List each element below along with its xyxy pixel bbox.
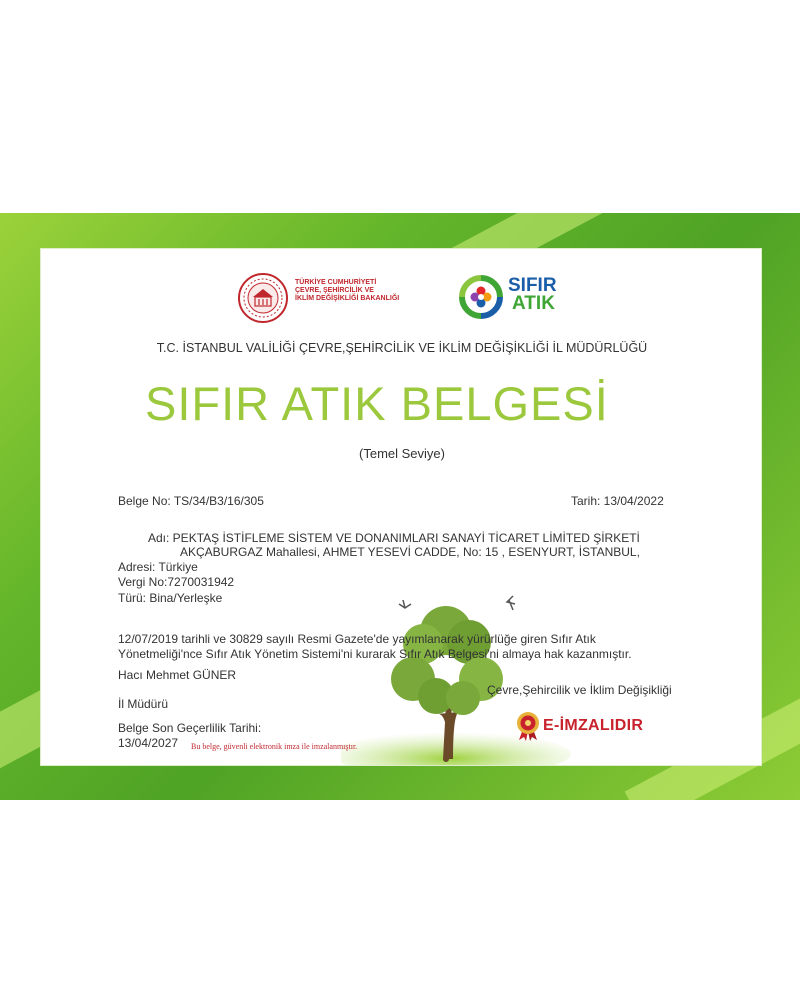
- esign-note: Bu belge, güvenli elektronik imza ile imzalanmıştır.: [191, 742, 358, 751]
- ministry-line: ÇEVRE, ŞEHİRCİLİK VE: [295, 287, 374, 294]
- signer-name: Hacı Mehmet GÜNER: [118, 668, 237, 682]
- ministry-seal-icon: [237, 272, 289, 324]
- tax-number: Vergi No:7270031942: [118, 575, 235, 589]
- signer-title: İl Müdürü: [118, 697, 169, 711]
- certificate-background: [0, 213, 800, 800]
- legal-statement-line2: Yönetmeliği'nce Sıfır Atık Yönetim Sistemi'ni kurarak Sıfır Atık Belgesi'ni almaya hak kazanmıştır.: [118, 647, 632, 661]
- logo-bottom-text: ATIK: [512, 293, 555, 314]
- ministry-line: İKLİM DEĞİŞİKLİĞİ BAKANLIĞI: [295, 295, 400, 302]
- legal-statement-line1: 12/07/2019 tarihli ve 30829 sayılı Resmi Gazete'de yayımlanarak yürürlüğe giren Sıfır Atık: [118, 632, 596, 646]
- certificate-level: (Temel Seviye): [359, 446, 445, 461]
- sifir-atik-wordmark: [508, 277, 557, 313]
- esign-badge-text: E-İMZALIDIR: [543, 717, 644, 734]
- sifir-atik-logo-icon: [458, 274, 504, 320]
- holder-name: Adı: PEKTAŞ İSTİFLEME SİSTEM VE DONANIMLARI SANAYİ TİCARET LİMİTED ŞİRKETİ: [148, 531, 640, 545]
- signer-department: Çevre,Şehircilik ve İklim Değişikliği: [487, 683, 672, 697]
- ministry-name: [295, 279, 399, 303]
- issue-date: Tarih: 13/04/2022: [571, 494, 664, 508]
- ministry-line: TÜRKİYE CUMHURİYETİ: [295, 279, 377, 286]
- issuing-organization: T.C. İSTANBUL VALİLİĞİ ÇEVRE,ŞEHİRCİLİK VE İKLİM DEĞİŞİKLİĞİ İL MÜDÜRLÜĞÜ: [156, 341, 648, 355]
- rosette-icon: [515, 711, 541, 741]
- facility-type: Türü: Bina/Yerleşke: [118, 591, 223, 605]
- certificate-panel: [40, 248, 762, 766]
- holder-address: AKÇABURGAZ Mahallesi, AHMET YESEVİ CADDE, No: 15 , ESENYURT, İSTANBUL,: [180, 545, 640, 559]
- certificate-title: SIFIR ATIK BELGESİ: [145, 377, 609, 430]
- holder-country: Adresi: Türkiye: [118, 560, 198, 574]
- logo-top-text: SIFIR: [508, 275, 557, 296]
- validity-date: 13/04/2027: [118, 736, 179, 750]
- validity-label: Belge Son Geçerlilik Tarihi:: [118, 721, 262, 735]
- certificate-number: Belge No: TS/34/B3/16/305: [118, 494, 264, 508]
